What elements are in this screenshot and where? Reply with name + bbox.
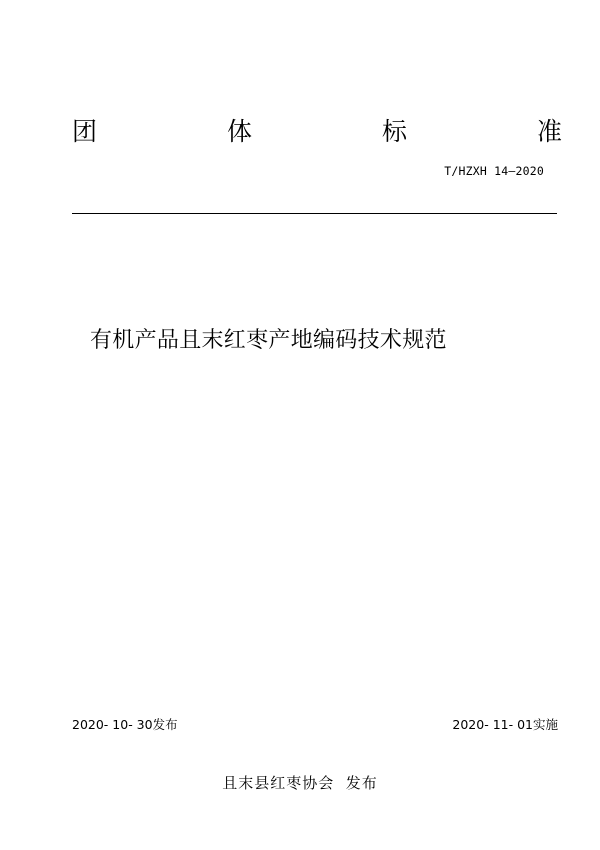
publisher-line: 且末县红枣协会 发布 — [222, 774, 378, 792]
header-divider — [72, 213, 557, 214]
standard-type-char-2: 体 — [226, 117, 252, 146]
standard-type-char-1: 团 — [72, 117, 98, 146]
standard-type-heading — [72, 115, 562, 149]
standard-type-char-4: 准 — [536, 117, 562, 146]
standard-type-char-3: 标 — [381, 117, 407, 146]
issue-date: 2020- 10- 30发布 — [72, 717, 178, 732]
document-title: 有机产品且末红枣产地编码技术规范 — [90, 328, 447, 353]
standard-code: T/HZXH 14—2020 — [444, 164, 544, 178]
implementation-date: 2020- 11- 01实施 — [452, 717, 558, 732]
